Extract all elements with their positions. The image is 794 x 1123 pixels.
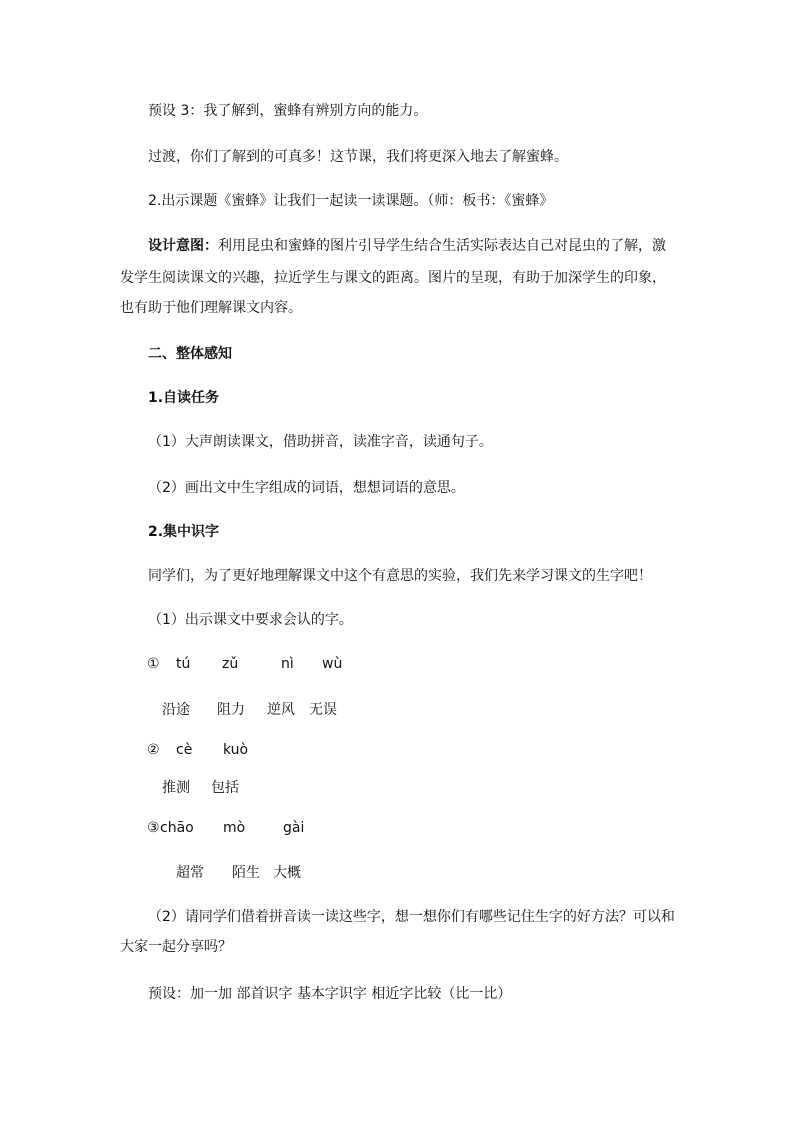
design-intent-line-2: 发学生阅读课文的兴趣，拉近学生与课文的距离。图片的呈现，有助于加深学生的印象， xyxy=(120,270,666,286)
group-1-number: ① xyxy=(147,656,160,672)
pinyin-gai: gài xyxy=(283,820,305,836)
group-3-number: ③ xyxy=(147,820,160,836)
word-dagai: 大概 xyxy=(273,865,301,881)
sub-item-1: （1）出示课文中要求会认的字。 xyxy=(148,612,353,628)
sub-item-2-line-1: （2）请同学们借着拼音读一读这些字，想一想你们有哪些记住生字的好方法？可以和 xyxy=(148,909,675,925)
sub-item-2-line-2: 大家一起分享吗？ xyxy=(120,939,232,955)
show-title-line: 2.出示课题《蜜蜂》让我们一起读一读课题。（师：板书：《蜜蜂》 xyxy=(148,193,554,209)
pinyin-zu: zǔ xyxy=(222,656,239,672)
word-baokuo: 包括 xyxy=(211,780,239,796)
pinyin-chao: chāo xyxy=(160,820,194,836)
design-intent-line-3: 也有助于他们理解课文内容。 xyxy=(120,300,302,316)
section-heading-overall: 二、整体感知 xyxy=(148,346,232,362)
task-2: （2）画出文中生字组成的词语，想想词语的意思。 xyxy=(148,480,465,496)
word-zuli: 阻力 xyxy=(217,702,245,718)
word-wuwu: 无误 xyxy=(309,702,337,718)
word-yantu: 沿途 xyxy=(162,702,190,718)
subheading-self-reading: 1.自读任务 xyxy=(148,390,220,406)
transition-line: 过渡，你们了解到的可真多！这节课，我们将更深入地去了解蜜蜂。 xyxy=(148,149,568,165)
task-1: （1）大声朗读课文，借助拼音，读准字音，读通句子。 xyxy=(148,434,493,450)
pinyin-ce: cè xyxy=(176,742,193,758)
pinyin-tu: tú xyxy=(176,656,191,672)
pinyin-ni: nì xyxy=(281,656,294,672)
pinyin-kuo: kuò xyxy=(223,742,249,758)
design-intent-text: 利用昆虫和蜜蜂的图片引导学生结合生活实际表达自己对昆虫的了解，激 xyxy=(218,238,666,254)
subheading-literacy: 2.集中识字 xyxy=(148,524,220,540)
group-2-number: ② xyxy=(147,742,160,758)
pinyin-mo: mò xyxy=(223,820,246,836)
preset-methods-line: 预设：加一加 部首识字 基本字识字 相近字比较（比一比） xyxy=(148,986,512,1002)
word-nifeng: 逆风 xyxy=(267,702,295,718)
design-intent-line-1 xyxy=(148,236,666,256)
word-mosheng: 陌生 xyxy=(232,865,260,881)
word-tuice: 推测 xyxy=(162,780,190,796)
preset-3-line: 预设 3：我了解到，蜜蜂有辨别方向的能力。 xyxy=(148,103,428,119)
pinyin-wu: wù xyxy=(322,656,343,672)
word-chaochang: 超常 xyxy=(176,865,204,881)
literacy-intro: 同学们，为了更好地理解课文中这个有意思的实验，我们先来学习课文的生字吧！ xyxy=(148,568,652,584)
design-intent-label: 设计意图： xyxy=(148,238,218,254)
